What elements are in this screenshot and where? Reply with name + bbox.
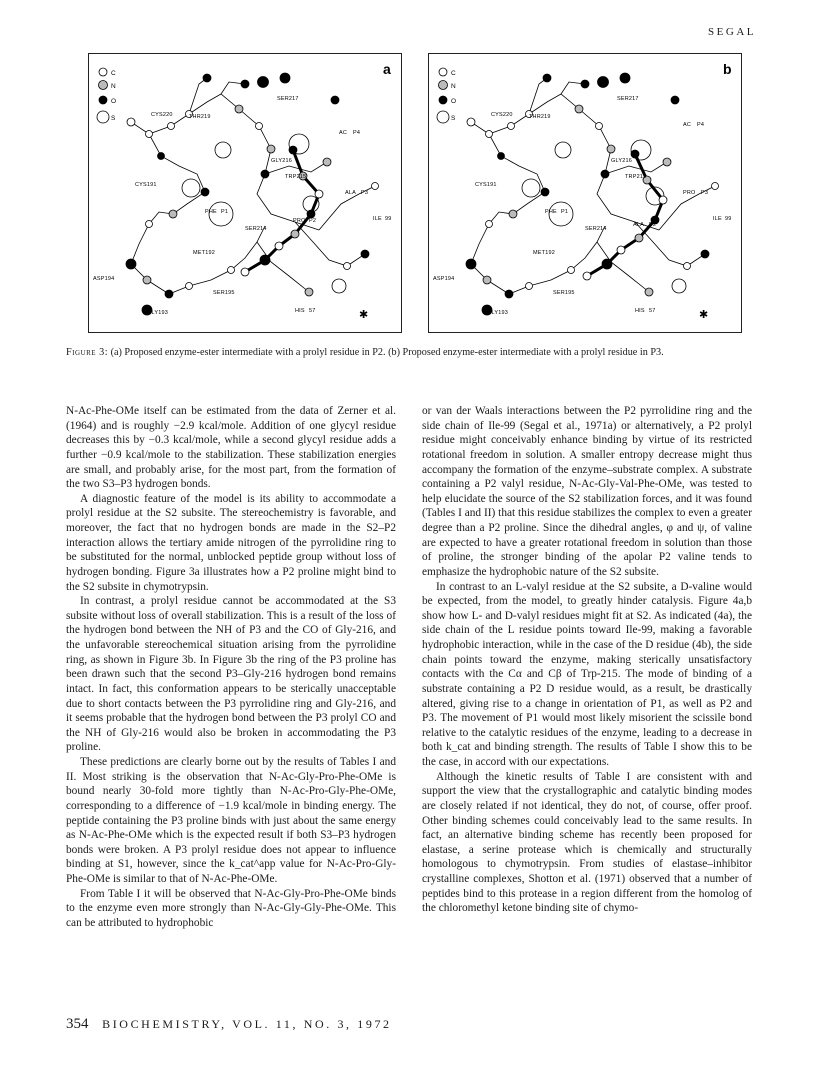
atom-label: ALA [345, 190, 356, 196]
running-head: SEGAL [708, 26, 756, 38]
atom-label: P4 [353, 130, 361, 136]
asterisk-marker-icon: ✱ [359, 308, 369, 321]
legend-label-n: N [451, 83, 456, 90]
legend-label-s: S [111, 115, 116, 122]
atom-label: 57 [649, 308, 656, 314]
atom-label: ASP194 [433, 276, 455, 282]
atom-label: GLY216 [611, 158, 632, 164]
paragraph: A diagnostic feature of the model is its ability to accommodate a prolyl residue at the S2 subsite. The stereochemistry is favorable, and moreover, the fact that no hydrogen bonds are made in the S2–P2 interaction allows the tertiary amide nitrogen of the pyrrolidine ring to be substituted for the normal, unblocked peptide group without loss of hydrogen bonding. Figure 3a illustrates how a P2 proline might bind to the S2 subsite in chymotrypsin. [66, 492, 396, 593]
atom-label: SER195 [553, 290, 575, 296]
atom-label: ILE [713, 216, 722, 222]
atom-label: CYS220 [491, 112, 513, 118]
atom-label: TRP215 [625, 174, 647, 180]
atom-label: HIS [635, 308, 645, 314]
atom-label: P2 [649, 222, 657, 228]
atom-label: SER217 [277, 96, 299, 102]
atom-label: PHE [545, 209, 557, 215]
molecule-diagram-a [89, 54, 401, 332]
atom-label: PHE [205, 209, 217, 215]
paragraph: N-Ac-Phe-OMe itself can be estimated from the data of Zerner et al. (1964) and is roughly −2.9 kcal/mole. Addition of one glycyl residue decreases this by −0.3 kcal/mole, while a second glycyl residue adds a further −0.9 kcal/mole to the stabilization. These stabilization energies are small, and probably arise, for the most part, from the formation of the two S3–P3 hydrogen bonds. [66, 405, 396, 491]
atom-label: ASP194 [93, 276, 115, 282]
atom-label: P1 [561, 209, 569, 215]
atom-label: MET192 [193, 250, 215, 256]
atom-label: GLY193 [147, 310, 168, 316]
figure-caption [66, 346, 754, 359]
atom-label: HIS [295, 308, 305, 314]
atom-label: SER214 [585, 226, 607, 232]
atom-label: P2 [309, 218, 317, 224]
atom-label: 99 [385, 216, 392, 222]
atom-label: ALA [633, 222, 644, 228]
atom-label: SER217 [617, 96, 639, 102]
caption-text: (a) Proposed enzyme-ester intermediate with a prolyl residue in P2. (b) Proposed enzyme-ester intermediate with a prolyl residue in P3. [110, 347, 664, 358]
atom-label: CYS191 [135, 182, 157, 188]
molecule-diagram-b [429, 54, 741, 332]
left-column [66, 404, 396, 931]
atom-label: P1 [221, 209, 229, 215]
atom-label: AC [683, 122, 692, 128]
asterisk-marker-icon: ✱ [699, 308, 709, 321]
figure-panel-a [88, 53, 402, 333]
atom-label: ILE [373, 216, 382, 222]
atom-label: P3 [361, 190, 369, 196]
atom-label: THR219 [189, 114, 211, 120]
panel-letter-a: a [383, 61, 391, 77]
atom-label: TRP215 [285, 174, 307, 180]
legend-label-o: O [111, 98, 117, 105]
right-column [422, 404, 752, 916]
atom-label: PRO [683, 190, 696, 196]
page-number: 354 [66, 1016, 89, 1032]
paragraph: From Table I it will be observed that N-Ac-Gly-Pro-Phe-OMe binds to the enzyme even more strongly than N-Ac-Gly-Gly-Phe-OMe. This can be attributed to hydrophobic [66, 887, 396, 929]
atom-label: P3 [701, 190, 709, 196]
atom-label: GLY193 [487, 310, 508, 316]
paragraph: Although the kinetic results of Table I are consistent with and support the view that the crystallographic and catalytic binding modes are closely related if not identical, they do not, of course, offer proof. Other binding schemes could conceivably lead to the same results. In fact, an alternative binding scheme has recently been proposed for elastase, a serine protease which is chemically and structurally homologous to chymotrypsin. From studies of elastase–inhibitor crystalline complexes, Shotton et al. (1971) observed that a number of peptides bind to this protease in a region different from the homolog of the chloromethyl ketone binding site of chymo- [422, 770, 752, 915]
atom-label: AC [339, 130, 348, 136]
atom-label: CYS191 [475, 182, 497, 188]
atom-label: MET192 [533, 250, 555, 256]
legend-label-s: S [451, 115, 456, 122]
atom-label: PRO [293, 218, 306, 224]
atom-label: SER214 [245, 226, 267, 232]
page-footer [66, 1016, 392, 1033]
figure-panel-b [428, 53, 742, 333]
atom-label: 57 [309, 308, 316, 314]
paragraph: In contrast, a prolyl residue cannot be accommodated at the S3 subsite without loss of overall stabilization. This is a result of the loss of the hydrogen bond between the NH of P3 and the CO of Gly-216, and the unfavorable stereochemical situation arising from the pyrrolidine ring, as shown in Figure 3b. In Figure 3b the ring of the P3 proline has been drawn such that the second P3–Gly-216 hydrogen bond remains intact. In fact, this conformation appears to be sterically unacceptable due to short contacts between the P3 pyrrolidine ring and Gly-216, and it seems probable that the hydrogen bond between the P3 prolyl CO and the NH of Gly-216 would also be broken in accommodating the P3 proline. [66, 595, 396, 754]
atom-label: CYS220 [151, 112, 173, 118]
legend-label-c: C [451, 70, 456, 77]
atom-label: P4 [697, 122, 705, 128]
caption-label: Figure 3: [66, 347, 109, 358]
atom-label: THR219 [529, 114, 551, 120]
panel-letter-b: b [723, 61, 732, 77]
atom-label: SER195 [213, 290, 235, 296]
atom-label: GLY216 [271, 158, 292, 164]
legend-label-n: N [111, 83, 116, 90]
paragraph: In contrast to an L-valyl residue at the S2 subsite, a D-valine would be expected, from the model, to greatly hinder catalysis. Figure 4a,b show how L- and D-valyl residues might fit at S2. As indicated (4a), the side chain of the L residue points toward Ile-99, making a favorable hydrophobic interaction, while in the case of the D residue (4b), the side chain points toward the enzyme, making sterically unsatisfactory contacts with the Cα and Cβ of Trp-215. The mode of binding of a substrate containing a P2 D residue would, as a result, be drastically altered, giving rise to a change in orientation of P1, as well as P2 and P3. The movement of P1 would most likely misorient the scissile bond relative to the catalytic residues of the enzyme, leading to a decrease in both k_cat and binding strength. The results of Table I show this to be the case, in accord with our expectations. [422, 580, 752, 768]
paragraph: These predictions are clearly borne out by the results of Tables I and II. Most striking is the observation that N-Ac-Gly-Pro-Phe-OMe is bound nearly 30-fold more tightly than N-Ac-Pro-Gly-Phe-OMe, corresponding to a difference of −1.9 kcal/mole in binding energy. The peptide containing the P3 proline binds with just about the same energy as N-Ac-Phe-OMe which is the expected result if both S3–P3 hydrogen bonds were broken. A P3 prolyl residue does not appear to influence binding at S1, however, since the k_cat^app value for N-Ac-Pro-Gly-Phe-OMe is similar to that of N-Ac-Phe-OMe. [66, 756, 396, 885]
paragraph: or van der Waals interactions between the P2 pyrrolidine ring and the side chain of Ile-99 (Segal et al., 1971a) or alternatively, a P2 prolyl residue might conceivably enhance binding by virtue of its restricted rotational freedom in solution. A smaller entropy decrease might thus accompany the formation of the enzyme–substrate complex. A substrate containing a P2 valyl residue, N-Ac-Gly-Val-Phe-OMe, was tested to help elucidate the source of the S2 stabilization forces, and it was found (Tables I and II) that this residue stabilizes the complex to even a greater degree than a P2 proline. Since the dihedral angles, φ and ψ, of valine are expected to have a greater rotational freedom in solution than those of proline, the stronger binding of the apolar P2 valine tends to emphasize the hydrophobic nature of the S2 subsite. [422, 405, 752, 578]
journal-citation: BIOCHEMISTRY, VOL. 11, NO. 3, 1972 [102, 1017, 392, 1031]
atom-label: 99 [725, 216, 732, 222]
legend-label-o: O [451, 98, 457, 105]
legend-label-c: C [111, 70, 116, 77]
